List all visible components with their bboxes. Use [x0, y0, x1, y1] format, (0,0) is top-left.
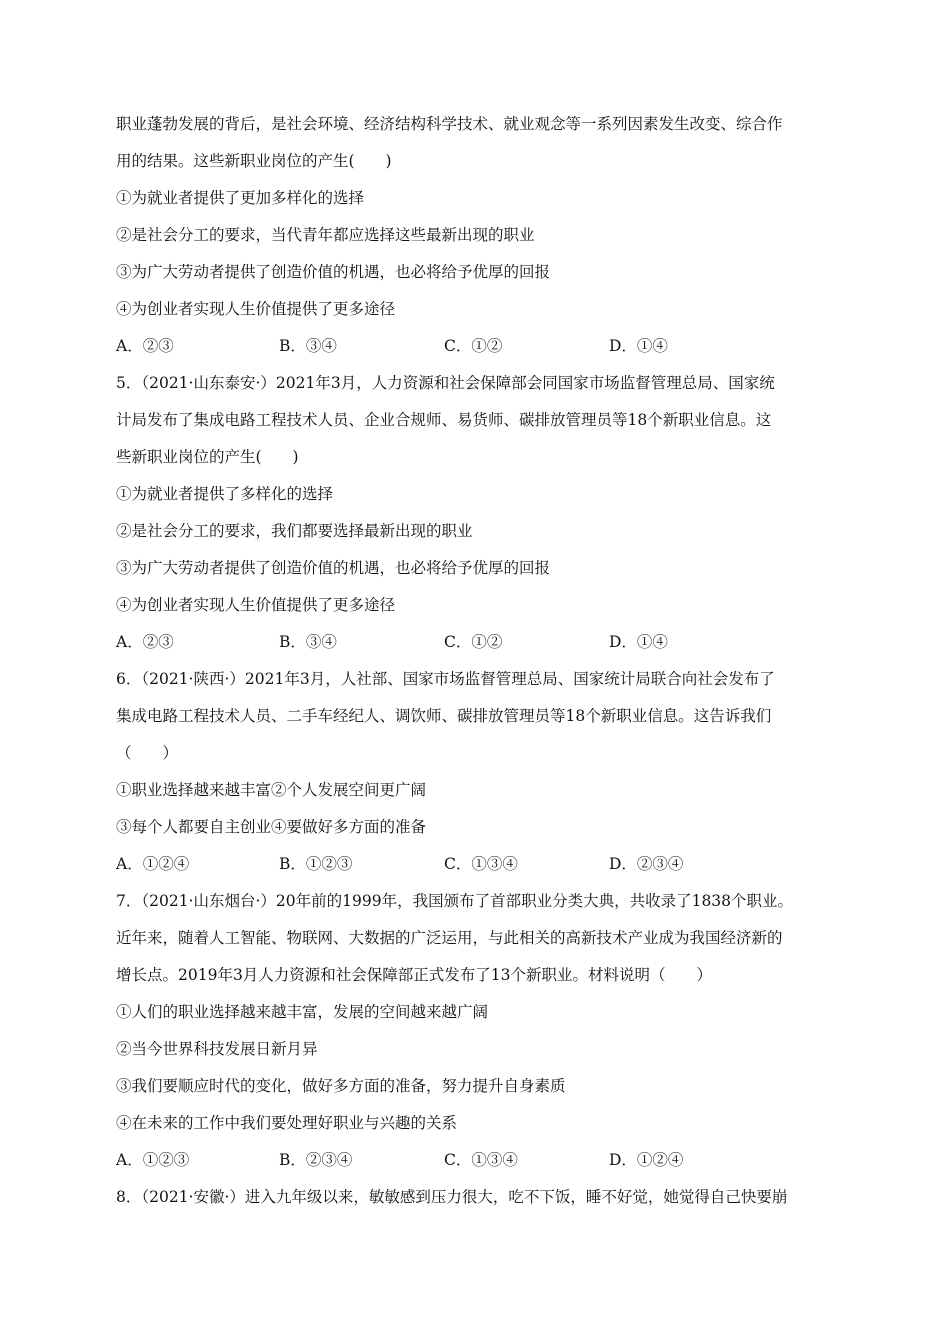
question-stem-line: 职业蓬勃发展的背后，是社会环境、经济结构科学技术、就业观念等一系列因素发生改变、综合作	[116, 115, 783, 133]
statement-1: ①职业选择越来越丰富②个人发展空间更广阔	[116, 781, 427, 799]
option-b: B．③④	[279, 337, 337, 355]
statement-1: ①为就业者提供了更加多样化的选择	[116, 189, 365, 207]
option-c: C．①②	[444, 337, 503, 355]
question-stem-line: （ ）	[116, 744, 179, 762]
statement-4: ④在未来的工作中我们要处理好职业与兴趣的关系	[116, 1114, 458, 1132]
statement-1: ①人们的职业选择越来越丰富，发展的空间越来越广阔	[116, 1003, 489, 1021]
option-c: C．①③④	[444, 1151, 518, 1169]
statement-2: ②是社会分工的要求，我们都要选择最新出现的职业	[116, 522, 473, 540]
option-d: D．②③④	[609, 855, 684, 873]
statement-4: ④为创业者实现人生价值提供了更多途径	[116, 300, 396, 318]
answer-options	[116, 1148, 836, 1185]
question-8	[116, 1185, 836, 1222]
option-b: B．③④	[279, 633, 337, 651]
option-a: A．②③	[116, 633, 174, 651]
statement-3: ③我们要顺应时代的变化，做好多方面的准备，努力提升自身素质	[116, 1077, 566, 1095]
statement-2: ②当今世界科技发展日新月异	[116, 1040, 318, 1058]
option-c: C．①③④	[444, 855, 518, 873]
option-b: B．②③④	[279, 1151, 353, 1169]
question-stem-line: 7．（2021·山东烟台·）20年前的1999年，我国颁布了首部职业分类大典，共收录了1838个职业。	[116, 892, 794, 910]
question-stem-line: 用的结果。这些新职业岗位的产生( )	[116, 152, 392, 170]
question-stem-line: 集成电路工程技术人员、二手车经纪人、调饮师、碳排放管理员等18个新职业信息。这告诉我们	[116, 707, 772, 725]
option-d: D．①②④	[609, 1151, 684, 1169]
option-d: D．①④	[609, 633, 668, 651]
answer-options	[116, 630, 836, 667]
question-6	[116, 667, 836, 889]
question-stem-line: 8．（2021·安徽·）进入九年级以来，敏敏感到压力很大，吃不下饭，睡不好觉，她觉得自己快要崩	[116, 1188, 788, 1206]
option-a: A．①②③	[116, 1151, 190, 1169]
option-a: A．①②④	[116, 855, 190, 873]
question-4	[116, 112, 836, 371]
statement-2: ②是社会分工的要求，当代青年都应选择这些最新出现的职业	[116, 226, 535, 244]
question-7	[116, 889, 836, 1185]
question-stem-line: 增长点。2019年3月人力资源和社会保障部正式发布了13个新职业。材料说明（ ）	[116, 966, 713, 984]
option-b: B．①②③	[279, 855, 353, 873]
question-page	[116, 112, 836, 1222]
statement-3: ③为广大劳动者提供了创造价值的机遇，也必将给予优厚的回报	[116, 559, 551, 577]
statement-4: ④为创业者实现人生价值提供了更多途径	[116, 596, 396, 614]
answer-options	[116, 852, 836, 889]
answer-options	[116, 334, 836, 371]
question-stem-line: 计局发布了集成电路工程技术人员、企业合规师、易货师、碳排放管理员等18个新职业信息。这	[116, 411, 772, 429]
statement-2: ③每个人都要自主创业④要做好多方面的准备	[116, 818, 427, 836]
option-c: C．①②	[444, 633, 503, 651]
question-stem-line: 近年来，随着人工智能、物联网、大数据的广泛运用，与此相关的高新技术产业成为我国经济新的	[116, 929, 783, 947]
question-stem-line: 5．（2021·山东泰安·）2021年3月，人力资源和社会保障部会同国家市场监督管理总局、国家统	[116, 374, 775, 392]
question-5	[116, 371, 836, 667]
statement-3: ③为广大劳动者提供了创造价值的机遇，也必将给予优厚的回报	[116, 263, 551, 281]
option-d: D．①④	[609, 337, 668, 355]
question-stem-line: 6．（2021·陕西·）2021年3月，人社部、国家市场监督管理总局、国家统计局联合向社会发布了	[116, 670, 775, 688]
option-a: A．②③	[116, 337, 174, 355]
statement-1: ①为就业者提供了多样化的选择	[116, 485, 334, 503]
question-stem-line: 些新职业岗位的产生( )	[116, 448, 299, 466]
